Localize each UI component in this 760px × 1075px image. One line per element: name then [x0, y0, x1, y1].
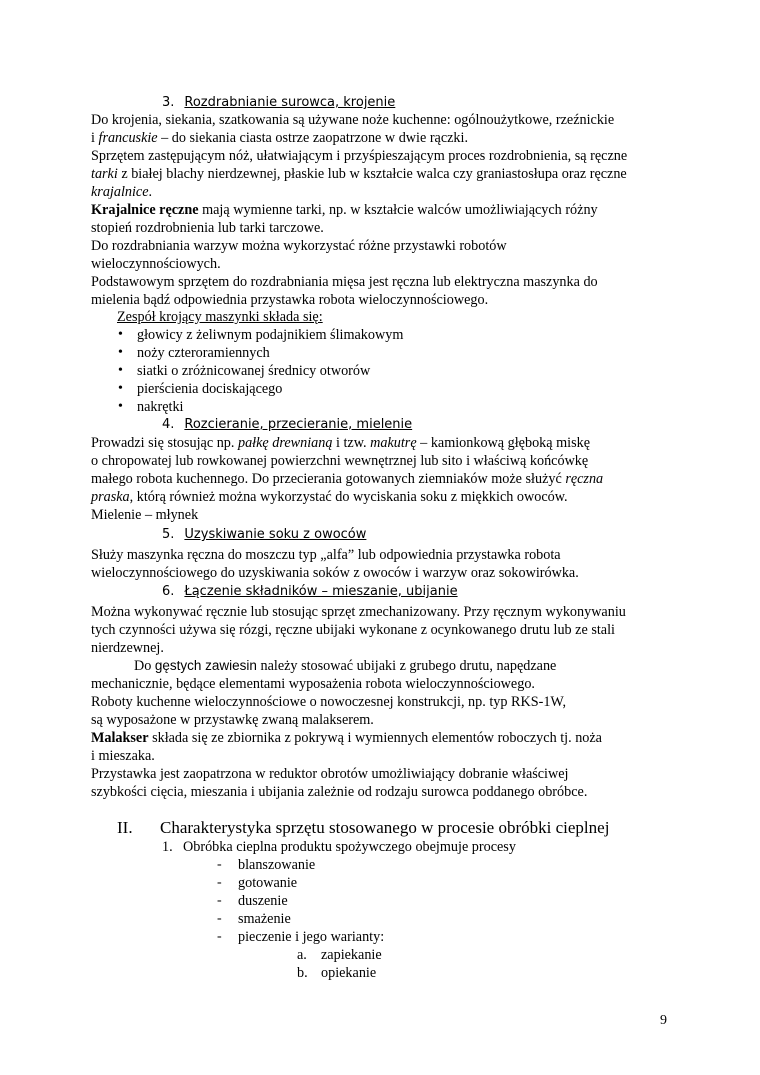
paragraph-line: Prowadzi się stosując np. pałkę drewnianą i tzw. makutrę – kamionkową głęboką miskę	[91, 435, 590, 451]
page-number: 9	[660, 1013, 667, 1028]
paragraph-line: Do gęstych zawiesin należy stosować ubijaki z grubego drutu, napędzane	[134, 658, 557, 674]
paragraph-line: Podstawowym sprzętem do rozdrabniania mięsa jest ręczna lub elektryczna maszynka do	[91, 274, 598, 290]
paragraph-line: szybkości cięcia, mieszania i ubijania zależnie od rodzaju surowca poddanego obróbce.	[91, 784, 588, 800]
paragraph-line: Przystawka jest zaopatrzona w reduktor obrotów umożliwiający dobranie właściwej	[91, 766, 569, 782]
sublist-item: zapiekanie	[321, 947, 382, 963]
list-item: pieczenie i jego warianty:	[238, 929, 385, 945]
paragraph-line: wieloczynnościowego do uzyskiwania soków z owoców i warzyw oraz sokowirówka.	[91, 565, 579, 581]
section-title: Rozdrabnianie surowca, krojenie	[184, 95, 396, 110]
dash-icon: -	[217, 911, 222, 926]
section-number: 5.	[162, 527, 175, 542]
paragraph-line: małego robota kuchennego. Do przecierania gotowanych ziemniaków może służyć ręczna	[91, 471, 604, 487]
bullet-icon: •	[118, 345, 123, 360]
list-item: duszenie	[238, 893, 288, 909]
paragraph-line: o chropowatej lub rowkowanej powierzchni wewnętrznej lub sito i właściwą końcówkę	[91, 453, 589, 469]
paragraph-line: Krajalnice ręczne mają wymienne tarki, np. w kształcie walców umożliwiających różny	[91, 202, 598, 218]
paragraph-line: praska, którą również można wykorzystać do wyciskania soku z miękkich owoców.	[91, 489, 568, 505]
paragraph-line: i francuskie – do siekania ciasta ostrze zaopatrzone w dwie rączki.	[91, 130, 469, 146]
numbered-item-number: 1.	[162, 839, 173, 855]
dash-icon: -	[217, 929, 222, 944]
paragraph-line: stopień rozdrobnienia lub tarki tarczowe.	[91, 220, 324, 236]
paragraph-line: Można wykonywać ręcznie lub stosując sprzęt zmechanizowany. Przy ręcznym wykonywaniu	[91, 604, 626, 620]
sublist-item: opiekanie	[321, 965, 377, 981]
section-5-heading	[162, 526, 366, 544]
chapter-title: Charakterystyka sprzętu stosowanego w procesie obróbki cieplnej	[160, 818, 610, 837]
section-title: Łączenie składników – mieszanie, ubijanie	[184, 584, 458, 599]
section-6-heading	[162, 583, 458, 601]
section-number: 4.	[162, 417, 175, 432]
bullet-icon: •	[118, 327, 123, 342]
bullet-icon: •	[118, 381, 123, 396]
chapter-number: II.	[117, 818, 133, 837]
dash-icon: -	[217, 875, 222, 890]
paragraph-line: i mieszaka.	[91, 748, 155, 764]
paragraph-line: tarki z białej blachy nierdzewnej, płaskie lub w kształcie walca czy graniastosłupa oraz ręczne	[91, 166, 627, 182]
sublist-letter: b.	[297, 965, 308, 981]
paragraph-line: krajalnice.	[91, 184, 153, 200]
section-3-heading	[162, 94, 395, 112]
section-number: 6.	[162, 584, 175, 599]
list-item: nakrętki	[137, 399, 184, 415]
paragraph-line: mechanicznie, będące elementami wyposażenia robota wieloczynnościowego.	[91, 676, 535, 692]
paragraph-line: mielenia bądź odpowiednia przystawka robota wieloczynnościowego.	[91, 292, 489, 308]
list-item: pierścienia dociskającego	[137, 381, 283, 397]
paragraph-line: Do rozdrabniania warzyw można wykorzystać różne przystawki robotów	[91, 238, 507, 254]
paragraph-line: nierdzewnej.	[91, 640, 164, 656]
list-item: gotowanie	[238, 875, 298, 891]
paragraph-line: tych czynności używa się rózgi, ręczne ubijaki wykonane z ocynkowanego drutu lub ze stali	[91, 622, 615, 638]
paragraph-line: Roboty kuchenne wieloczynnościowe o nowoczesnej konstrukcji, np. typ RKS-1W,	[91, 694, 567, 710]
section-title: Uzyskiwanie soku z owoców	[184, 527, 367, 542]
sublist-letter: a.	[297, 947, 307, 963]
list-item: smażenie	[238, 911, 291, 927]
numbered-item-text: Obróbka cieplna produktu spożywczego obejmuje procesy	[183, 839, 516, 855]
list-item: noży czteroramiennych	[137, 345, 270, 361]
section-title: Rozcieranie, przecieranie, mielenie	[184, 417, 413, 432]
paragraph-line: wieloczynnościowych.	[91, 256, 221, 272]
section-4-heading	[162, 416, 412, 434]
list-item: głowicy z żeliwnym podajnikiem ślimakowym	[137, 327, 404, 343]
dash-icon: -	[217, 893, 222, 908]
bullet-icon: •	[118, 399, 123, 414]
list-caption: Zespół krojący maszynki składa się:	[117, 309, 323, 325]
paragraph-line: Malakser składa się ze zbiornika z pokrywą i wymiennych elementów roboczych tj. noża	[91, 730, 602, 746]
paragraph-line: są wyposażone w przystawkę zwaną malakserem.	[91, 712, 374, 728]
paragraph-line: Do krojenia, siekania, szatkowania są używane noże kuchenne: ogólnoużytkowe, rzeźnickie	[91, 112, 615, 128]
dash-icon: -	[217, 857, 222, 872]
paragraph-line: Sprzętem zastępującym nóż, ułatwiającym i przyśpieszającym proces rozdrobnienia, są ręczne	[91, 148, 628, 164]
bullet-icon: •	[118, 363, 123, 378]
list-item: siatki o zróżnicowanej średnicy otworów	[137, 363, 371, 379]
list-item: blanszowanie	[238, 857, 316, 873]
paragraph-line: Mielenie – młynek	[91, 507, 199, 523]
section-number: 3.	[162, 95, 175, 110]
paragraph-line: Służy maszynka ręczna do moszczu typ „alfa” lub odpowiednia przystawka robota	[91, 547, 561, 563]
